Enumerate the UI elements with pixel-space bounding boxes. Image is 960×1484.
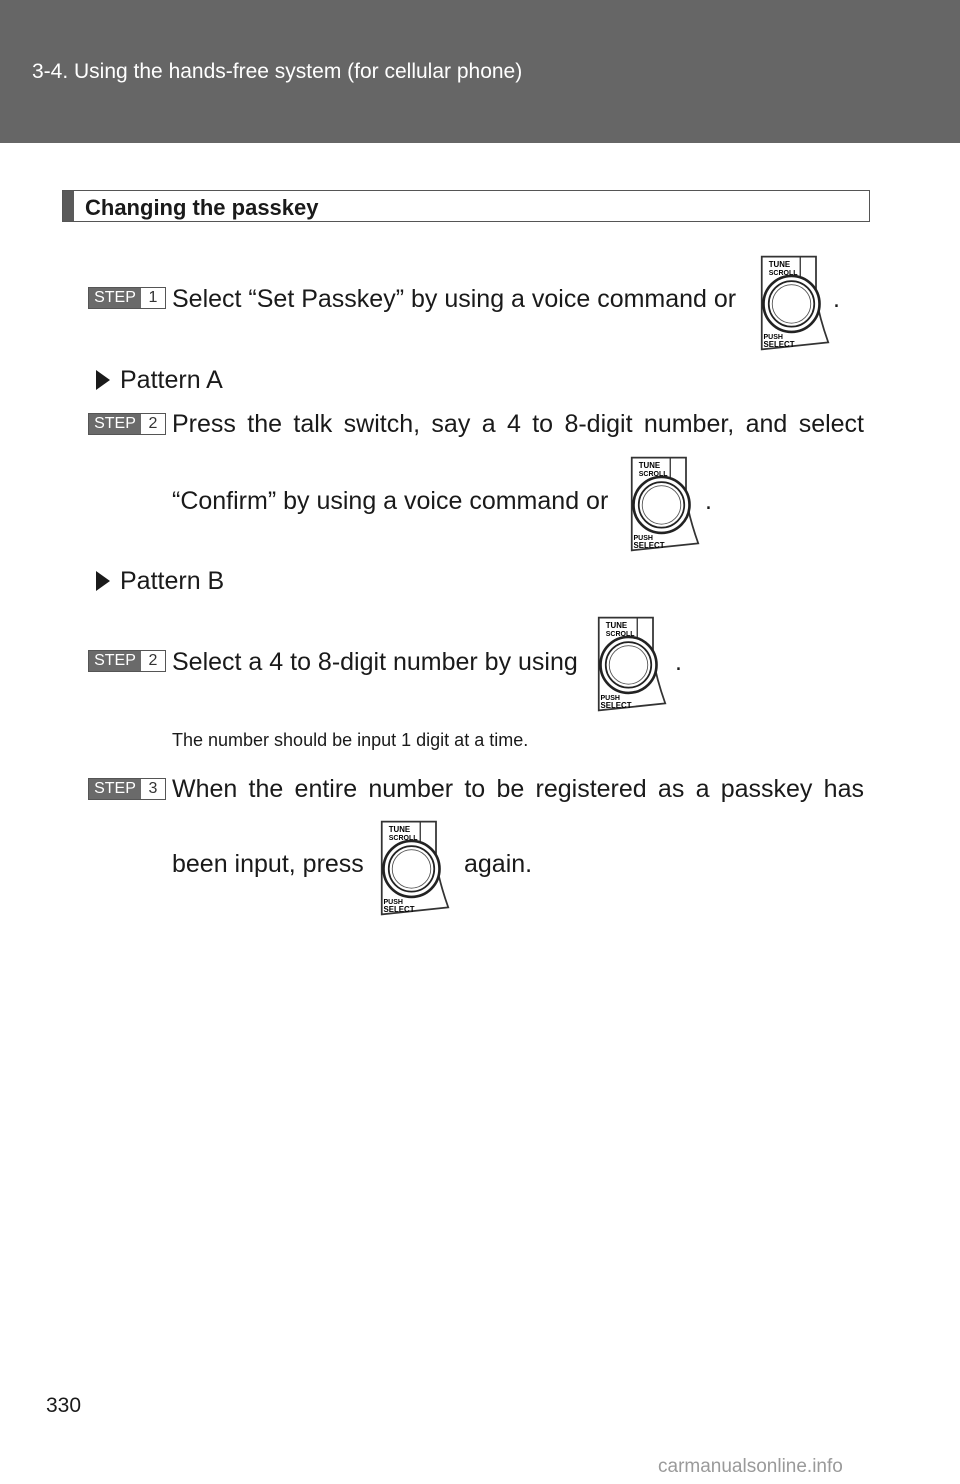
step-2a-line2: “Confirm” by using a voice command or [172,487,609,515]
step-number: 2 [148,415,158,432]
step-badge-2a [88,413,166,435]
knob-label-push: PUSH [600,694,620,702]
tune-scroll-knob-icon [380,819,450,922]
step-3-line2: been input, press [172,850,364,878]
step-badge-2b [88,650,166,672]
knob-label-scroll: SCROLL [388,835,418,842]
triangle-arrow-icon [96,571,110,591]
pattern-a-label: Pattern A [120,366,223,394]
pattern-a-heading [96,366,223,395]
knob-label-select: SELECT [600,700,632,710]
tune-scroll-knob-icon [760,254,830,357]
step-2b-note: The number should be input 1 digit at a time. [172,730,529,750]
page-number: 330 [46,1394,82,1417]
page-header [0,0,960,143]
tune-scroll-knob-icon [597,615,667,718]
section-title: Changing the passkey [85,195,319,220]
pattern-b-label: Pattern B [120,567,225,595]
knob-label-scroll: SCROLL [638,471,668,478]
step-number: 1 [148,289,158,306]
step-2a-period: . [705,487,712,515]
step-badge-1 [88,287,166,309]
knob-label-push: PUSH [633,534,653,542]
knob-label-select: SELECT [763,339,795,349]
step-2b-period: . [675,648,682,676]
tune-scroll-knob-icon [630,455,700,558]
step-label: STEP [89,779,141,799]
knob-label-select: SELECT [633,540,665,550]
knob-label-scroll: SCROLL [768,270,798,277]
step-number: 2 [148,652,158,669]
chapter-title: 3-4. Using the hands-free system (for cellular phone) [32,60,523,83]
knob-label-push: PUSH [383,898,403,906]
section-heading [62,190,870,222]
knob-label-tune: TUNE [768,260,791,270]
knob-label-tune: TUNE [638,461,661,471]
step-number: 3 [148,780,158,797]
knob-label-tune: TUNE [605,621,628,631]
pattern-b-heading [96,567,224,596]
step-label: STEP [89,651,141,671]
step-2a-line1: Press the talk switch, say a 4 to 8-digit number, and select [172,410,864,438]
step-label: STEP [89,288,141,308]
step-1-period: . [833,285,840,313]
knob-label-select: SELECT [383,904,415,914]
knob-label-push: PUSH [763,333,783,341]
knob-label-tune: TUNE [388,825,411,835]
step-1-text: Select “Set Passkey” by using a voice command or [172,285,737,313]
triangle-arrow-icon [96,370,110,390]
section-heading-bar [63,191,74,221]
step-badge-3 [88,778,166,800]
watermark: carmanualsonline.info [658,1456,843,1477]
step-label: STEP [89,414,141,434]
step-2b-text: Select a 4 to 8-digit number by using [172,648,578,676]
knob-label-scroll: SCROLL [605,631,635,638]
step-3-line1: When the entire number to be registered as a passkey has [172,775,864,803]
step-3-again: again. [464,850,533,878]
